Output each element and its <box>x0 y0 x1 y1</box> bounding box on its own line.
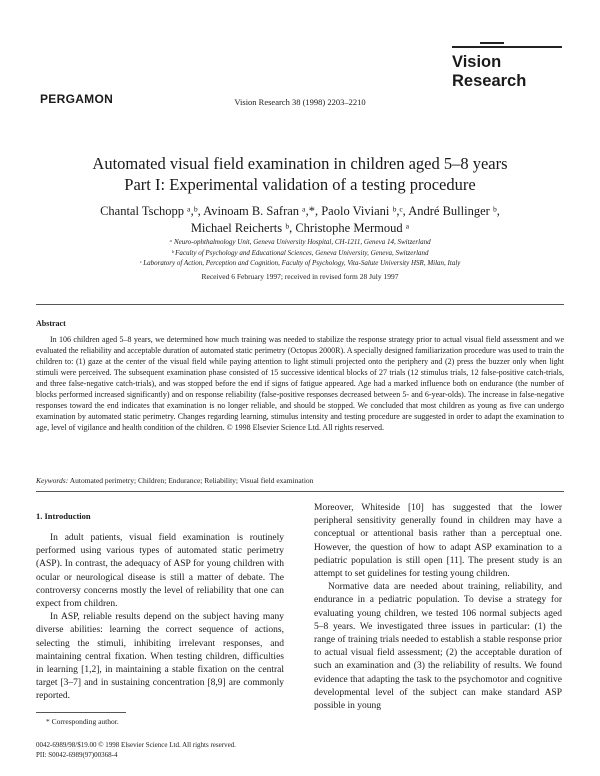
footnote-rule <box>36 712 126 713</box>
intro-paragraph-1: In adult patients, visual field examination is routinely performed using various types of automated static perimetry (ASP). In contrast, the adequacy of ASP for young children with ocular or neurological disease is still a matter of debate. The controversy concerns mostly the level of reliability that one can expect from children. <box>36 533 284 610</box>
authors-line1: Chantal Tschopp ᵃ,ᵇ, Avinoam B. Safran ᵃ,*, Paolo Viviani ᵇ,ᶜ, André Bullinger ᵇ, <box>100 204 500 218</box>
divider-top <box>36 304 564 305</box>
abstract-body: In 106 children aged 5–8 years, we determined how much training was needed to stabilize the response strategy prior to actual visual field assessment and we evaluated the reliability and acceptable duration of automated static perimetry (Octopus 2000R). A specially designed familiarization procedure was used to train the children to: (1) gaze at the center of the visual field while paying attention to light stimuli projected onto the periphery and (2) press the buzzer only when light stimuli were perceived. The subsequent examination phase consisted of 15 successive identical blocks of 27 trials (12 stimulus trials, 12 false-positive catch-trials, and three false-negative catch-trials), and was stopped before the end if signs of fatigue appeared. Age had a marked influence both on endurance (the number of blocks performed increased significantly) and on response reliability (false-positive responses decreased between 5- and 6-year-olds). The increase in false-negative responses toward the end indicates that examination is no longer reliable, and should be stopped. We concluded that most children as young as five can undergo examination by automated static perimetry. Changes regarding learning, stimulus intensity and testing procedure are suggested in order to adapt the examination to age, level of vigilance and health condition of the children. © 1998 Elsevier Science Ltd. All rights reserved. <box>36 335 564 432</box>
corresponding-author-footnote: * Corresponding author. <box>46 717 119 726</box>
intro-paragraph-4: Normative data are needed about training, reliability, and endurance in a pediatric population. To devise a strategy for evaluating young children, we tested 106 normal subjects aged 5–8 years. We investigated three issues in particular: (1) the range of training trials needed to establish a stable response prior to actual visual field assessment; (2) the acceptable duration of such an examination and (3) the reliability of results. We found evidence that adapting the task to the psychomotor and cognitive developmental level of the subject can make standard ASP possible in young <box>314 582 562 712</box>
received-dates: Received 6 February 1997; received in revised form 28 July 1997 <box>201 272 399 281</box>
keywords-label: Keywords: <box>36 476 69 485</box>
intro-paragraph-2: In ASP, reliable results depend on the subject having many diverse abilities: learning the correct sequence of actions, selecting the stimuli, inhibiting irrelevant responses, and maintaining central fixation. When testing children, difficulties in learning [1,2], in maintaining a stable fixation on the central target [3–7] and in sustaining concentration [8,9] are commonly reported. <box>36 612 284 702</box>
pii-line: PII: S0042-6989(97)00368-4 <box>36 751 118 759</box>
affiliation-c: ᶜ Laboratory of Action, Perception and Cognition, Faculty of Psychology, Vita-Salute University HSR, Milan, Italy <box>139 259 461 267</box>
divider-bottom <box>36 491 564 492</box>
title-line2: Part I: Experimental validation of a testing procedure <box>124 175 476 194</box>
affiliation-b: ᵇ Faculty of Psychology and Educational Sciences, Geneva University, Geneva, Switzerland <box>171 248 429 257</box>
affiliations <box>0 237 600 269</box>
abstract-heading: Abstract <box>36 319 66 328</box>
authors-line2: Michael Reicherts ᵇ, Christophe Mermoud ᵃ <box>190 221 410 235</box>
right-column <box>314 502 562 713</box>
keywords <box>36 476 313 485</box>
journal-logo-rule <box>452 46 562 48</box>
keywords-text: Automated perimetry; Children; Endurance; Reliability; Visual field examination <box>68 476 314 485</box>
journal-logo-line2: Research <box>452 72 527 90</box>
journal-logo-mark <box>480 42 504 44</box>
article-identifiers <box>36 740 236 760</box>
intro-paragraph-3: Moreover, Whiteside [10] has suggested that the lower peripheral sensitivity generally found in children may have a conceptual or attentional basis rather than a perceptual one. However, the question of how to adapt ASP examination to a pediatric population is still open [11]. The present study is an attempt to set guidelines for testing young children. <box>314 503 562 580</box>
affiliation-a: ᵃ Neuro-ophthalmology Unit, Geneva University Hospital, CH-1211, Geneva 14, Switzerland <box>169 238 431 246</box>
journal-citation: Vision Research 38 (1998) 2203–2210 <box>234 97 366 107</box>
paper-title <box>0 153 600 195</box>
issn-line: 0042-6989/98/$19.00 © 1998 Elsevier Science Ltd. All rights reserved. <box>36 741 236 749</box>
author-list <box>0 203 600 237</box>
publisher-logo: PERGAMON <box>40 92 114 106</box>
journal-logo-line1: Vision <box>452 53 502 71</box>
journal-logo <box>452 53 526 91</box>
section-heading-introduction: 1. Introduction <box>36 511 91 521</box>
title-line1: Automated visual field examination in children aged 5–8 years <box>92 154 508 173</box>
left-column <box>36 532 284 704</box>
